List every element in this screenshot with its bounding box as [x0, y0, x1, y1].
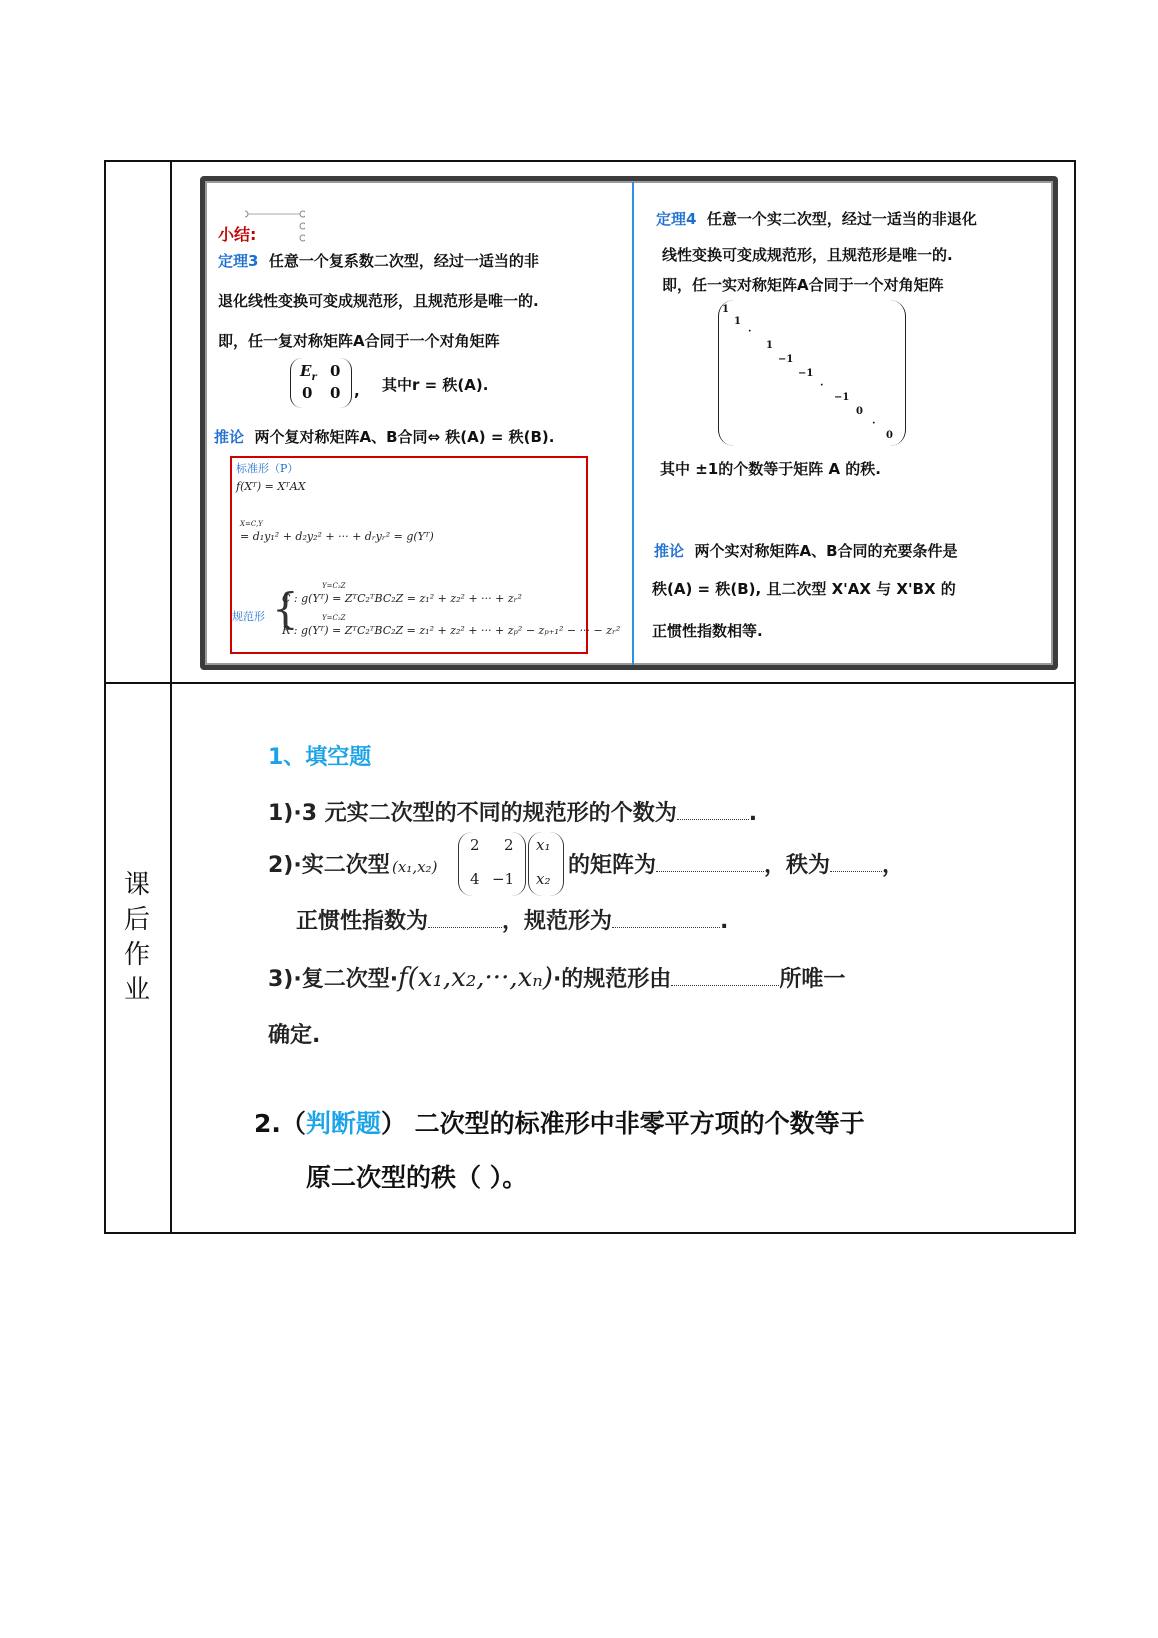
matrix-subscript: r [311, 372, 317, 383]
question-2-end: ， [882, 853, 905, 878]
diag-entry: −1 [834, 392, 850, 403]
matrix-r2c2: 0 [330, 384, 341, 402]
question-3-text: 3)·复二次型· [268, 967, 399, 992]
brace-icon: { [272, 584, 299, 633]
matrix-comma: , [354, 382, 360, 400]
matrix-entry: −1 [492, 870, 515, 888]
r-substitution-note: Y=C₂Z [322, 614, 346, 622]
substitution-note: X=C,Y [240, 520, 263, 528]
label-char: 业 [123, 975, 150, 1005]
question-4-line1 [254, 1104, 865, 1140]
standard-form-expansion: = d₁y₁² + d₂y₂² + ··· + dᵣyᵣ² = g(Yᵀ) [240, 530, 434, 543]
theorem3-line2: 退化线性变换可变成规范形，且规范形是唯一的. [218, 292, 539, 310]
corollary1-text: 两个复对称矩阵A、B合同⇔ 秩(A) = 秩(B). [254, 428, 555, 446]
row-label-homework [104, 868, 170, 1008]
matrix-r2c1: 0 [302, 384, 313, 402]
question-2-form-text: ，规范形为 [502, 909, 613, 934]
corollary2-label: 推论 [654, 542, 685, 560]
matrix-r1c2: 0 [330, 362, 341, 380]
paren-open: （ [280, 1109, 306, 1138]
matrix-entry: 4 [470, 870, 480, 888]
theorem4-line3: 即，任一实对称矩阵A合同于一个对角矩阵 [662, 276, 944, 294]
diag-entry: 1 [766, 340, 773, 351]
slide-divider [632, 182, 634, 665]
theorem3-line1 [218, 250, 539, 271]
answer-blank[interactable] [677, 819, 749, 820]
row-vector: (x₁,x₂) [392, 858, 438, 876]
real-canonical-eq: R : g(Yᵀ) = ZᵀC₂ᵀBC₂Z = z₁² + z₂² + ··· + zₚ² − zₚ₊₁² − ··· − zᵣ² [282, 624, 621, 637]
answer-blank[interactable] [830, 871, 882, 872]
fill-in-title: 1、填空题 [268, 745, 372, 770]
standard-form-label: 标准形（P） [236, 462, 299, 475]
vector-entry: x₁ [536, 836, 551, 854]
question-1-text: 1)·3 元实二次型的不同的规范形的个数为 [268, 801, 677, 826]
question-2-line1-rest [568, 848, 904, 879]
answer-blank[interactable] [612, 927, 720, 928]
diag-entry: · [820, 380, 824, 391]
answer-blank[interactable] [671, 985, 779, 986]
question-4-line2: 原二次型的秩（ ）。 [306, 1163, 528, 1192]
question-2-mid: 的矩阵为 [568, 853, 657, 878]
table-column-divider [170, 160, 172, 1234]
question-2-text: 2)·实二次型 [268, 853, 390, 878]
label-char: 课 [123, 870, 150, 900]
paren-close: ） [380, 1109, 406, 1138]
matrix-entry: 2 [504, 836, 514, 854]
theorem4-label: 定理4 [656, 210, 697, 228]
complex-canonical-eq: C : g(Yᵀ) = ZᵀC₂ᵀBC₂Z = z₁² + z₂² + ··· + zᵣ² [282, 592, 522, 605]
question-3-line2: 确定. [268, 1023, 321, 1048]
question-4-type: 判断题 [305, 1109, 381, 1138]
c-substitution-note: Y=C₂Z [322, 582, 346, 590]
diag-entry: 1 [722, 304, 729, 315]
question-2-index-text: 正惯性指数为 [296, 909, 429, 934]
theorem4-text: 任意一个实二次型，经过一适当的非退化 [706, 210, 977, 228]
question-3-line1 [268, 962, 845, 993]
corollary1 [214, 426, 554, 447]
question-1 [268, 796, 757, 827]
diag-entry: 0 [886, 430, 893, 441]
question-2-line2 [296, 904, 728, 935]
theorem3-line3: 即，任一复对称矩阵A合同于一个对角矩阵 [218, 332, 500, 350]
diag-entry: −1 [798, 368, 814, 379]
question-4-number: 2. [254, 1109, 281, 1138]
corollary2-line1 [654, 540, 958, 561]
diag-entry: · [748, 326, 752, 337]
question-1-end: . [748, 801, 758, 826]
standard-form-eq: f(Xᵀ) = XᵀAX [236, 480, 306, 493]
diag-entry: 1 [734, 316, 741, 327]
corollary2-line2: 秩(A) = 秩(B), 且二次型 X'AX 与 X'BX 的 [652, 580, 956, 598]
question-2-line1 [268, 848, 390, 879]
canonical-form-label: 规范形 [232, 610, 265, 623]
answer-blank[interactable] [656, 871, 764, 872]
matrix-entry: 2 [470, 836, 480, 854]
theorem4-where: 其中 ±1的个数等于矩阵 A 的秩. [660, 460, 881, 478]
corollary2-line3: 正惯性指数相等. [652, 622, 763, 640]
corollary1-label: 推论 [214, 428, 245, 446]
question-2-line2-end: . [720, 909, 729, 934]
matrix-r1c1 [300, 362, 317, 383]
theorem3-label: 定理3 [218, 252, 259, 270]
theorem4-line1 [656, 208, 977, 229]
theorem3-text: 任意一个复系数二次型，经过一适当的非 [268, 252, 539, 270]
label-char: 作 [123, 940, 150, 970]
table-row-divider [104, 682, 1076, 684]
matrix-entry: E [300, 362, 312, 380]
summary-label: 小结: [218, 225, 257, 244]
corollary2-text: 两个实对称矩阵A、B合同的充要条件是 [694, 542, 958, 560]
label-char: 后 [123, 905, 150, 935]
question-4-text: 二次型的标准形中非零平方项的个数等于 [414, 1109, 865, 1138]
question-3-mid: ·的规范形由 [552, 967, 672, 992]
diag-entry: · [872, 418, 876, 429]
question-3-end: 所唯一 [779, 967, 846, 992]
vector-entry: x₂ [536, 870, 551, 888]
diag-entry: 0 [856, 406, 863, 417]
diag-entry: −1 [778, 354, 794, 365]
answer-blank[interactable] [428, 927, 502, 928]
theorem4-line2: 线性变换可变成规范形，且规范形是唯一的. [662, 246, 953, 264]
question-2-rank: ，秩为 [764, 853, 831, 878]
quadratic-form-function: f(x₁,x₂,···,xₙ) [398, 963, 553, 993]
theorem3-where: 其中r = 秩(A). [382, 376, 489, 394]
